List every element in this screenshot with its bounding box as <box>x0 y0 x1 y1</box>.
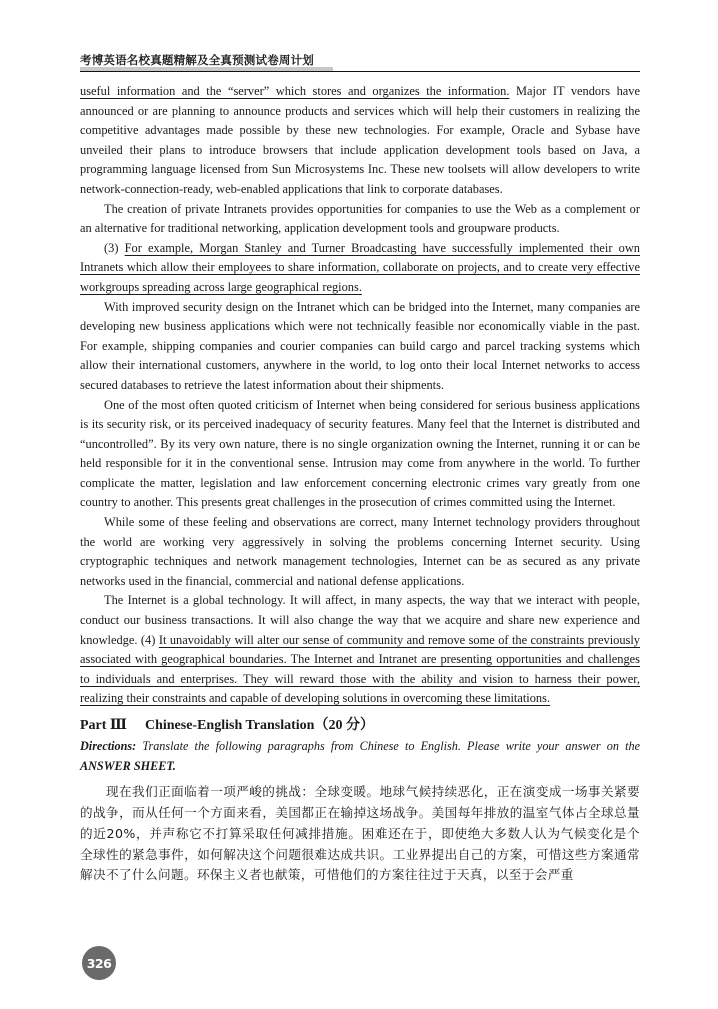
question-marker-4: (4) <box>140 632 159 647</box>
header-rule <box>80 71 640 72</box>
underlined-sentence-2: useful information and the “server” which stores and organizes the information. <box>80 84 510 98</box>
running-header <box>80 52 640 72</box>
question-marker-3: (3) <box>104 240 125 255</box>
part-title: Chinese-English Translation（20 分） <box>144 718 374 733</box>
paragraph-6: While some of these feeling and observations are correct, many Internet technology providers throughout the world are working very aggressively in solving the problems concerning Internet security. Using cryptographic techniques and network management technologies, Internet can be as secured as any private networks used in the financial, commercial and national defense applications. <box>80 515 640 588</box>
underlined-sentence-4: It unavoidably will alter our sense of community and remove some of the constraints previously associated with geographical boundaries. The Internet and Intranet are presenting opportunities and challenges to individuals and enterprises. They will reward those with the ability and vision to harness their power, realizing their constraints and capable of developing solutions in overcoming these limitations. <box>80 632 641 706</box>
directions-label: Directions: <box>80 739 137 753</box>
page-number-badge: 326 <box>82 946 116 980</box>
part-3-heading <box>80 715 640 737</box>
answer-sheet-emphasis: ANSWER SHEET. <box>80 758 176 773</box>
running-title: 考博英语名校真题精解及全真预测试卷周计划 <box>80 53 314 67</box>
paragraph-1: useful information and the “server” which stores and organizes the information. Major IT vendors have announced or are planning to announce products and services which will help their customers in realizing the competitive advantages made possible by these new technologies. For example, Oracle and Sybase have unveiled their plans to introduce browsers that include application development tools based on Java, a programming language licensed from Sun Microsystems Inc. These new toolsets will allow developers to write network-connection-ready, web-enabled applications that link to corporate databases. <box>80 84 640 196</box>
paragraph-2: The creation of private Intranets provides opportunities for companies to use the Web as a complement or an alternative for traditional networking, application development tools and groupware products. <box>80 201 640 236</box>
paragraph-7: The Internet is a global technology. It will affect, in many aspects, the way that we interact with people, conduct our business transactions. It will also change the way that we acquire and share new experience and knowledge. (4) It unavoidably will alter our sense of community and remove some of the constraints previously associated with geographical boundaries. The Internet and Intranet are presenting opportunities and challenges to individuals and enterprises. They will reward those with the ability and vision to harness their power, realizing their constraints and capable of developing solutions in overcoming these limitations. <box>80 593 641 706</box>
paragraph-5: One of the most often quoted criticism of Internet when being considered for serious business applications is its security risk, or its perceived inadequacy of security features. Many feel that the Internet is distributed and “uncontrolled”. By its very own nature, there is no single organization owning the Internet, running it or can be held responsible for it in the conventional sense. Intrusion may come from anywhere in the world. To further complicate the matter, legislation and law enforcement concerning electronic crimes vary greatly from one country to another. This presents great challenges in the prosecution of crimes committed using the Internet. <box>80 397 640 510</box>
part-label: Part Ⅲ <box>80 718 127 733</box>
paragraph-4: With improved security design on the Intranet which can be bridged into the Internet, many companies are developing new business applications which were not technically feasible nor economically viable in the past. For example, shipping companies and courier companies can build cargo and parcel tracking systems which allow their international customers, anywhere in the world, to log onto their local Internet networks to access secured databases to retrieve the latest information about their shipments. <box>80 299 640 392</box>
paragraph-3 <box>80 239 640 298</box>
chinese-paragraph: 现在我们正面临着一项严峻的挑战：全球变暖。地球气候持续恶化，正在演变成一场事关紧要的战争，而从任何一个方面来看，美国都正在输掉这场战争。美国每年排放的温室气体占全球总量的近20%，并声称它不打算采取任何减排措施。困难还在于，即使绝大多数人认为气候变化是个全球性的紧急事件，如何解决这个问题很难达成共识。工业界提出自己的方案，可惜这些方案通常解决不了什么问题。环保主义者也献策，可惜他们的方案往往过于天真，以至于会严重 <box>80 784 640 883</box>
directions: Directions: Translate the following paragraphs from Chinese to English. Please write your answer on the ANSWER SHEET. <box>80 739 640 773</box>
passage-body <box>80 82 640 886</box>
underlined-sentence-3: For example, Morgan Stanley and Turner Broadcasting have successfully implemented their own Intranets which allow their employees to share information, collaborate on projects, and to create very effective workgroups spreading across large geographical regions. <box>80 240 640 294</box>
